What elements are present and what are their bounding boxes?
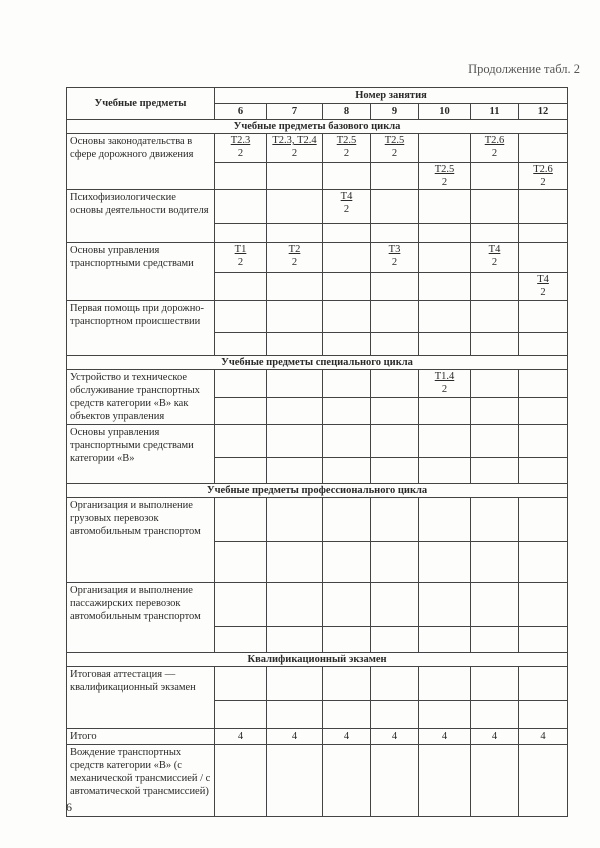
subject-name: Итоговая аттестация — квалификационный экзамен — [67, 667, 215, 729]
topic-hours: 2 — [540, 177, 546, 188]
lesson-cell — [419, 583, 471, 627]
subject-name: Основы управления транспортными средствами — [67, 243, 215, 301]
lesson-cell — [371, 163, 419, 190]
lesson-cell — [371, 273, 419, 301]
lesson-cell — [267, 542, 323, 583]
subject-row — [67, 134, 568, 163]
lesson-cell — [371, 397, 419, 425]
lesson-cell — [215, 627, 267, 653]
subject-name: Основы управления транспортными средствами категории «В» — [67, 425, 215, 484]
lesson-cell — [323, 190, 371, 224]
lesson-cell — [419, 627, 471, 653]
lesson-cell — [215, 745, 267, 817]
lesson-cell — [471, 273, 519, 301]
lesson-cell — [371, 458, 419, 484]
lesson-cell — [267, 701, 323, 729]
topic-hours: 2 — [391, 257, 398, 268]
lesson-cell — [371, 370, 419, 398]
section-title: Квалификационный экзамен — [67, 653, 568, 667]
subject-row — [67, 498, 568, 542]
lesson-cell — [519, 190, 568, 224]
lesson-cell — [323, 273, 371, 301]
lesson-cell — [267, 425, 323, 458]
lesson-col-9: 9 — [371, 104, 419, 120]
lesson-cell — [215, 667, 267, 701]
topic-hours: 2 — [343, 148, 350, 159]
lesson-cell — [267, 301, 323, 333]
lesson-cell — [371, 667, 419, 701]
topic-code: Т2.5 — [384, 135, 405, 146]
lesson-cell — [471, 163, 519, 190]
lesson-cell — [323, 134, 371, 163]
lesson-cell — [519, 701, 568, 729]
subjects-header: Учебные предметы — [67, 88, 215, 120]
topic-hours: 2 — [237, 148, 244, 159]
lesson-cell — [267, 667, 323, 701]
lesson-cell — [519, 333, 568, 356]
lesson-cell — [323, 667, 371, 701]
lesson-cell — [323, 425, 371, 458]
lesson-cell — [267, 163, 323, 190]
lesson-cell — [215, 370, 267, 398]
lesson-cell — [419, 333, 471, 356]
lesson-cell — [215, 243, 267, 273]
lesson-cell — [471, 224, 519, 243]
lesson-cell — [419, 224, 471, 243]
subject-name: Основы законодательства в сфере дорожного движения — [67, 134, 215, 190]
lesson-cell — [519, 667, 568, 701]
lesson-cell — [323, 542, 371, 583]
lesson-cell — [471, 583, 519, 627]
lesson-cell — [519, 397, 568, 425]
total-row — [67, 729, 568, 745]
lesson-cell — [371, 224, 419, 243]
lesson-cell — [419, 745, 471, 817]
lesson-cell — [519, 370, 568, 398]
lesson-cell — [471, 745, 519, 817]
subject-row — [67, 370, 568, 398]
lesson-cell — [371, 542, 419, 583]
lesson-cell — [419, 163, 471, 190]
lesson-cell — [471, 370, 519, 398]
lesson-cell — [471, 458, 519, 484]
topic-hours: 2 — [291, 257, 298, 268]
section-title: Учебные предметы специального цикла — [67, 356, 568, 370]
lesson-cell — [215, 190, 267, 224]
topic-code: Т2 — [288, 244, 301, 255]
lesson-cell — [519, 134, 568, 163]
topic-code: Т4 — [340, 191, 353, 202]
lesson-cell — [371, 301, 419, 333]
topic-code: Т2.6 — [533, 164, 553, 175]
lesson-cell — [267, 583, 323, 627]
lesson-cell — [323, 458, 371, 484]
lesson-cell — [471, 701, 519, 729]
lesson-cell — [323, 583, 371, 627]
lesson-cell — [471, 243, 519, 273]
subject-row — [67, 301, 568, 333]
lesson-cell — [519, 425, 568, 458]
lesson-cell — [267, 273, 323, 301]
lesson-cell — [419, 397, 471, 425]
lesson-cell — [471, 425, 519, 458]
lesson-cell — [419, 701, 471, 729]
lesson-cell — [215, 498, 267, 542]
topic-code: Т3 — [388, 244, 401, 255]
lesson-cell — [419, 134, 471, 163]
lesson-col-6: 6 — [215, 104, 267, 120]
topic-hours: 2 — [237, 257, 244, 268]
section-title: Учебные предметы базового цикла — [67, 120, 568, 134]
total-value: 4 — [371, 729, 419, 745]
lesson-cell — [371, 745, 419, 817]
lesson-cell — [215, 397, 267, 425]
topic-hours: 2 — [441, 177, 448, 188]
lesson-cell — [323, 498, 371, 542]
driving-row — [67, 745, 568, 817]
section-title: Учебные предметы профессионального цикла — [67, 484, 568, 498]
lesson-cell — [371, 498, 419, 542]
subject-name: Первая помощь при дорожно-транспортном происшествии — [67, 301, 215, 356]
topic-code: Т2.5 — [434, 164, 455, 175]
lesson-cell — [371, 583, 419, 627]
subject-row — [67, 583, 568, 627]
lesson-cell — [371, 627, 419, 653]
lesson-cell — [323, 243, 371, 273]
lesson-cell — [215, 458, 267, 484]
lesson-cell — [215, 273, 267, 301]
lesson-cell — [471, 333, 519, 356]
lesson-col-8: 8 — [323, 104, 371, 120]
topic-code: Т2.3 — [230, 135, 251, 146]
lesson-cell — [215, 134, 267, 163]
topic-code: Т1.4 — [434, 371, 455, 382]
lesson-cell — [267, 333, 323, 356]
total-value: 4 — [519, 729, 568, 745]
lesson-cell — [371, 243, 419, 273]
lesson-cell — [471, 667, 519, 701]
topic-code: Т4 — [488, 244, 501, 255]
topic-hours: 2 — [441, 384, 448, 395]
lesson-col-7: 7 — [267, 104, 323, 120]
schedule-table — [66, 87, 568, 817]
lesson-cell — [323, 224, 371, 243]
lesson-cell — [323, 163, 371, 190]
lesson-cell — [215, 425, 267, 458]
lesson-cell — [471, 134, 519, 163]
lesson-cell — [519, 542, 568, 583]
lesson-cell — [323, 333, 371, 356]
lesson-cell — [471, 190, 519, 224]
lesson-cell — [215, 163, 267, 190]
lesson-cell — [419, 425, 471, 458]
lesson-cell — [267, 627, 323, 653]
lesson-cell — [471, 498, 519, 542]
subject-row — [67, 190, 568, 224]
lesson-cell — [419, 301, 471, 333]
lesson-cell — [519, 458, 568, 484]
lesson-cell — [471, 627, 519, 653]
lesson-cell — [323, 627, 371, 653]
total-value: 4 — [419, 729, 471, 745]
subject-name: Устройство и техническое обслуживание транспортных средств категории «В» как объектов управления — [67, 370, 215, 425]
page-number: 6 — [66, 800, 72, 814]
lesson-cell — [419, 190, 471, 224]
topic-hours: 2 — [491, 148, 498, 159]
subject-name: Психофизиологические основы деятельности водителя — [67, 190, 215, 243]
total-value: 4 — [471, 729, 519, 745]
lesson-col-10: 10 — [419, 104, 471, 120]
lesson-cell — [419, 370, 471, 398]
lesson-cell — [371, 190, 419, 224]
subject-row — [67, 243, 568, 273]
lesson-cell — [267, 190, 323, 224]
lesson-cell — [267, 370, 323, 398]
lesson-cell — [215, 701, 267, 729]
lesson-cell — [371, 425, 419, 458]
lesson-cell — [519, 498, 568, 542]
lesson-cell — [267, 745, 323, 817]
topic-hours: 2 — [291, 148, 298, 159]
topic-code: Т4 — [537, 274, 549, 285]
lesson-cell — [519, 627, 568, 653]
lesson-cell — [371, 701, 419, 729]
lesson-cell — [215, 301, 267, 333]
lesson-cell — [419, 542, 471, 583]
lesson-cell — [323, 701, 371, 729]
lesson-cell — [215, 224, 267, 243]
topic-code: Т2.5 — [336, 135, 357, 146]
lesson-col-12: 12 — [519, 104, 568, 120]
subject-row — [67, 667, 568, 701]
continuation-label: Продолжение табл. 2 — [468, 62, 580, 76]
lesson-cell — [215, 542, 267, 583]
lesson-cell — [215, 333, 267, 356]
topic-code: Т2.6 — [484, 135, 505, 146]
topic-hours: 2 — [540, 287, 546, 298]
lesson-cell — [419, 667, 471, 701]
lesson-cell — [419, 458, 471, 484]
lesson-cell — [267, 498, 323, 542]
lesson-cell — [471, 397, 519, 425]
lesson-cell — [323, 301, 371, 333]
topic-code: Т1 — [234, 244, 247, 255]
lesson-cell — [371, 134, 419, 163]
lesson-cell — [519, 163, 568, 190]
subject-name: Организация и выполнение грузовых перевозок автомобильным транспортом — [67, 498, 215, 583]
lesson-cell — [519, 273, 568, 301]
topic-hours: 2 — [491, 257, 498, 268]
lesson-cell — [267, 243, 323, 273]
topic-hours: 2 — [391, 148, 398, 159]
lesson-col-11: 11 — [471, 104, 519, 120]
lesson-cell — [519, 301, 568, 333]
subject-row — [67, 425, 568, 458]
lesson-cell — [267, 458, 323, 484]
subject-name: Организация и выполнение пассажирских перевозок автомобильным транспортом — [67, 583, 215, 653]
lesson-cell — [323, 397, 371, 425]
lesson-cell — [267, 134, 323, 163]
topic-hours: 2 — [343, 204, 350, 215]
topic-code: Т2.3, Т2.4 — [272, 135, 317, 146]
lesson-cell — [471, 542, 519, 583]
lesson-cell — [323, 745, 371, 817]
total-value: 4 — [215, 729, 267, 745]
total-label: Итого — [67, 729, 215, 745]
lesson-cell — [267, 224, 323, 243]
lesson-cell — [371, 333, 419, 356]
lesson-cell — [215, 583, 267, 627]
total-value: 4 — [267, 729, 323, 745]
lesson-cell — [519, 583, 568, 627]
total-value: 4 — [323, 729, 371, 745]
driving-label: Вождение транспортных средств категории «В» (с механической трансмиссией / с автоматической трансмиссией) — [67, 745, 215, 817]
lesson-cell — [519, 243, 568, 273]
lesson-cell — [267, 397, 323, 425]
lesson-cell — [519, 745, 568, 817]
lesson-cell — [323, 370, 371, 398]
lesson-cell — [519, 224, 568, 243]
lesson-cell — [419, 498, 471, 542]
lesson-cell — [419, 243, 471, 273]
lesson-number-header: Номер занятия — [215, 88, 568, 104]
lesson-cell — [419, 273, 471, 301]
lesson-cell — [471, 301, 519, 333]
